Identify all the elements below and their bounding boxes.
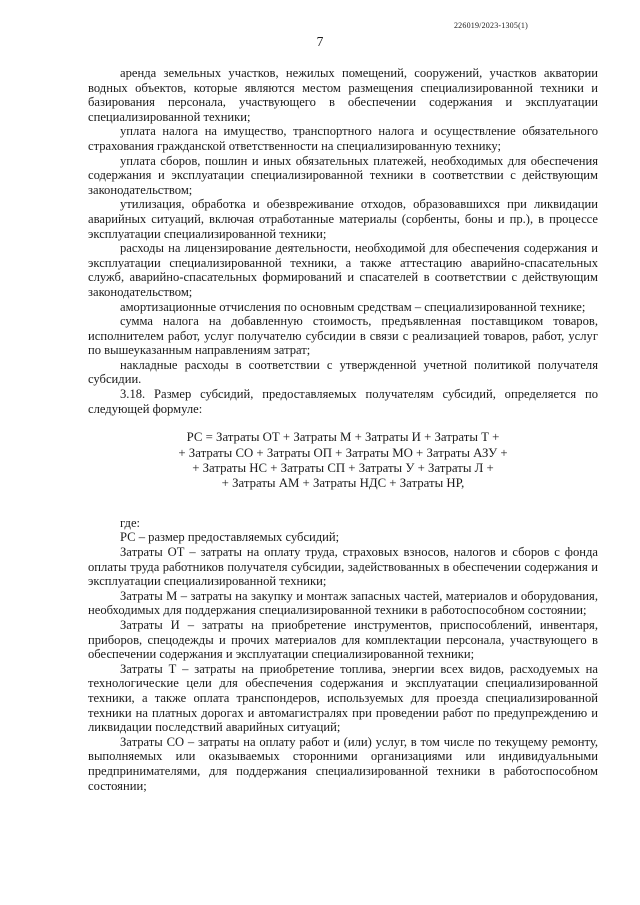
paragraph: сумма налога на добавленную стоимость, предъявленная поставщиком товаров, исполнителем работ, услуг получателю субсидии в связи с реализацией товаров, работ, услуг по вышеуказанным направлениям затрат; (88, 314, 598, 358)
paragraph: аренда земельных участков, нежилых помещений, сооружений, участков акватории водных объектов, которые являются местом размещения специализированной техники и базирования персонала, участвующего в обеспечении содержания и эксплуатации специализированной техники; (88, 66, 598, 124)
paragraph: амортизационные отчисления по основным средствам – специализированной технике; (120, 299, 586, 314)
paragraph: уплата сборов, пошлин и иных обязательных платежей, необходимых для обеспечения содержания и эксплуатации специализированной техники в соответствии с действующим законодательством; (88, 153, 598, 197)
paragraph: расходы на лицензирование деятельности, необходимой для обеспечения содержания и эксплуатации специализированной техники, а также аттестацию аварийно-спасательных служб, аварийно-спасательных формирований и спасателей в соответствии с действующим законодательством; (88, 241, 598, 299)
definition-paragraph: Затраты Т – затраты на приобретение топлива, энергии всех видов, расходуемых на технологические цели для обеспечения содержания и эксплуатации специализированной техники, а также оплата транспондеров, используемых для проезда специализированной техники на платных дорогах и автомагистралях при проведении работ по предупреждению и ликвидации последствий аварийных ситуаций; (88, 661, 598, 735)
where-label: где: (120, 515, 141, 530)
definition-paragraph: Затраты М – затраты на закупку и монтаж запасных частей, материалов и оборудования, необходимых для поддержания специализированной техники в работоспособном состоянии; (88, 588, 598, 618)
paragraph: накладные расходы в соответствии с утвержденной учетной политикой получателя субсидии. (88, 357, 598, 387)
definition-paragraph: Затраты И – затраты на приобретение инструментов, приспособлений, инвентаря, приборов, спецодежды и прочих материалов для комплектации персонала, участвующего в обеспечении содержания и эксплуатации специализированной техники; (88, 618, 598, 662)
formula-line: + Затраты НС + Затраты СП + Затраты У + Затраты Л + (192, 461, 494, 476)
formula-line: РС = Затраты ОТ + Затраты М + Затраты И + Затраты Т + (186, 430, 500, 445)
subsidy-formula (88, 430, 598, 492)
definition-paragraph: РС – размер предоставляемых субсидий; (120, 530, 340, 545)
formula-line: + Затраты СО + Затраты ОП + Затраты МО + Затраты АЗУ + (178, 445, 508, 460)
paragraph: утилизация, обработка и обезвреживание отходов, образовавшихся при ликвидации аварийных ситуаций, включая отработанные материалы (сорбенты, боны и пр.), в процессе эксплуатации специализированной техники; (88, 197, 598, 241)
definition-paragraph: Затраты СО – затраты на оплату работ и (или) услуг, в том числе по текущему ремонту, выполняемых или оказываемых сторонними организациями или индивидуальными предпринимателями, для поддержания специализированной техники в работоспособном состоянии; (88, 734, 598, 793)
section-3-18-paragraph: 3.18. Размер субсидий, предоставляемых получателям субсидий, определяется по следующей формуле: (88, 387, 598, 416)
page-number: 7 (316, 34, 324, 49)
document-number: 226019/2023-1305(1) (453, 21, 528, 30)
paragraph: уплата налога на имущество, транспортного налога и осуществление обязательного страхования гражданской ответственности на специализированную технику; (88, 124, 598, 153)
definition-paragraph: Затраты ОТ – затраты на оплату труда, страховых взносов, налогов и сборов с фонда оплаты труда работников получателя субсидии, задействованных в обеспечении содержания и эксплуатации специализированной техники; (88, 545, 598, 589)
document-body (88, 66, 598, 793)
formula-line: + Затраты АМ + Затраты НДС + Затраты НР, (221, 476, 465, 491)
